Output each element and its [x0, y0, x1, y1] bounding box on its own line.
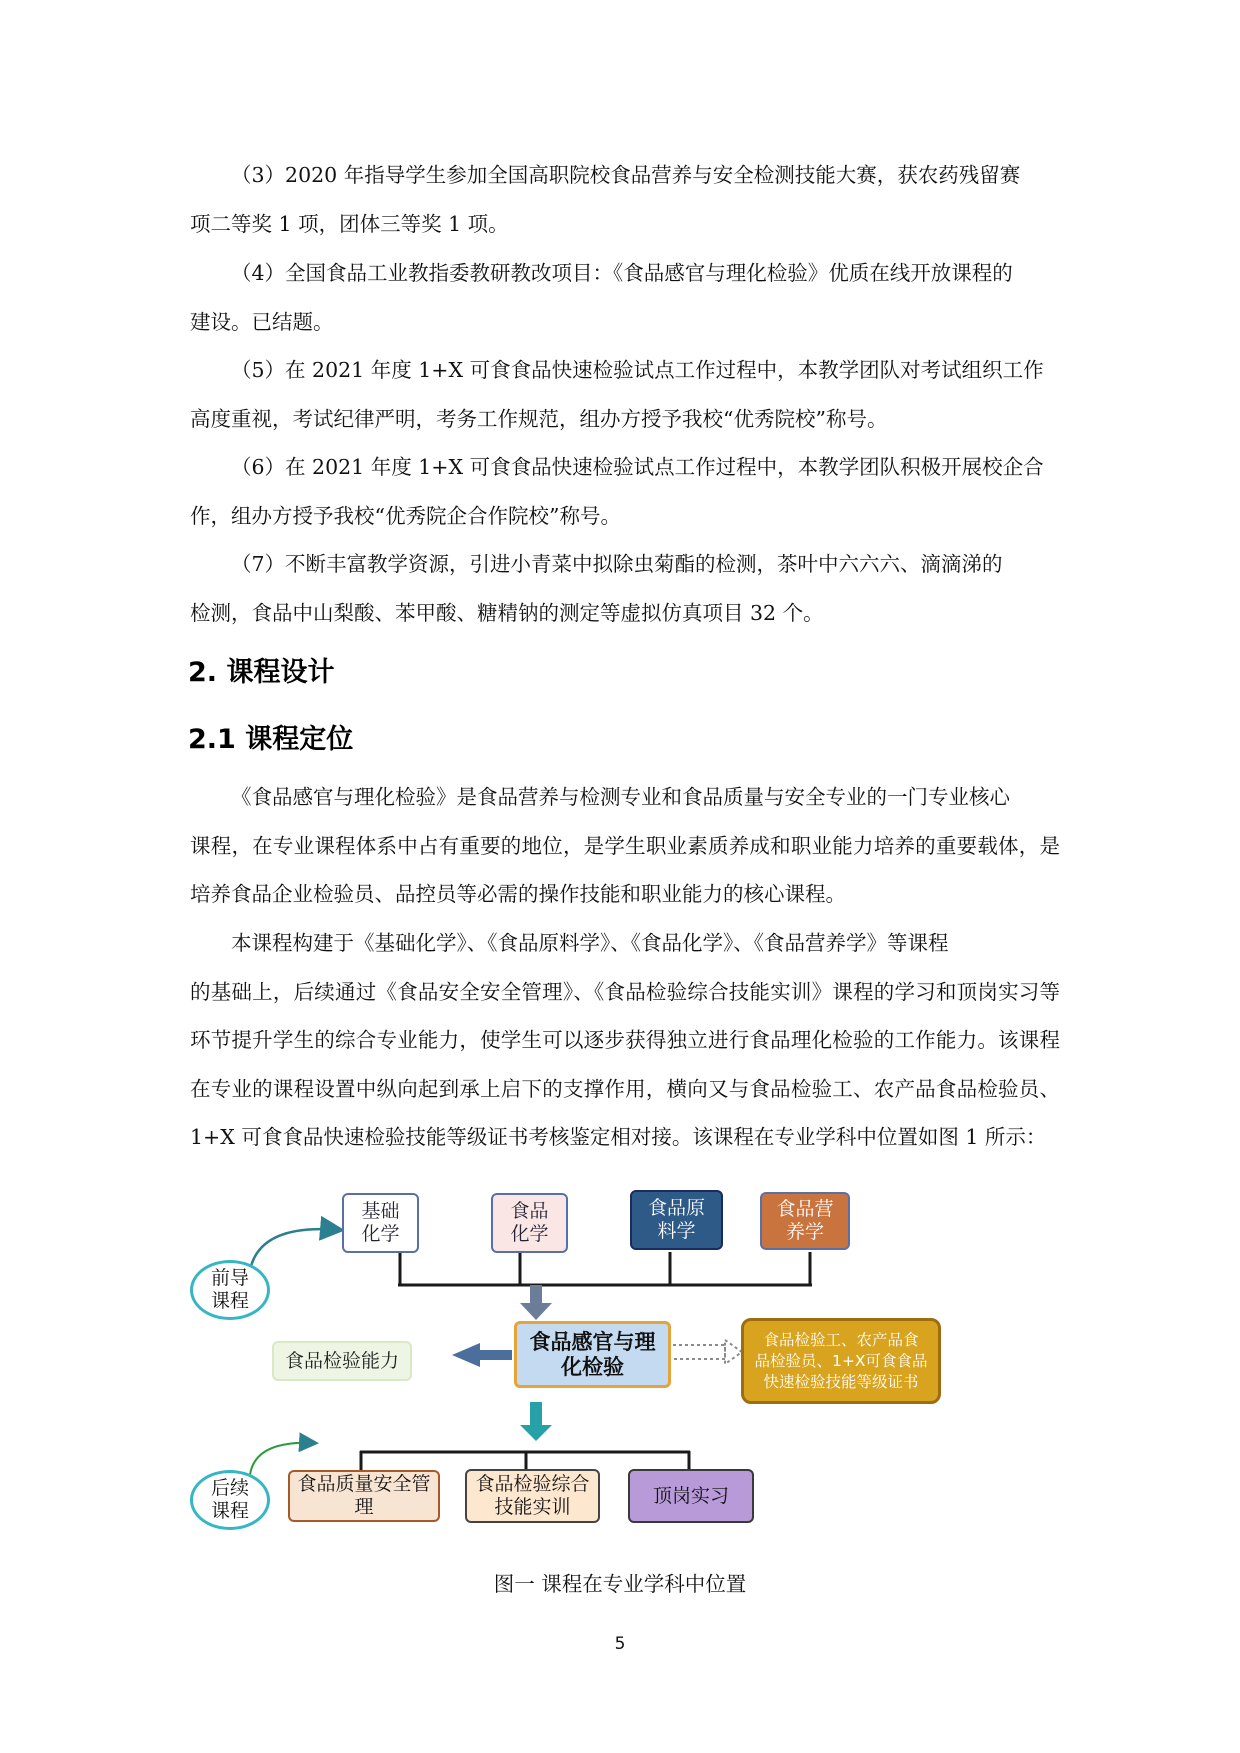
section-heading: 2. 课程设计: [188, 657, 335, 688]
certificate-box: 食品检验工、农产品食 品检验员、1+X可食食品 快速检验技能等级证书: [741, 1318, 941, 1404]
figure-caption: 图一 课程在专业学科中位置: [493, 1572, 747, 1596]
follow-courses-label: 后续 课程: [190, 1470, 270, 1530]
subsection-heading: 2.1 课程定位: [188, 724, 354, 755]
body-paragraph-course-structure: 本课程构建于《基础化学》、《食品原料学》、《食品化学》、《食品营养学》等课程 的基础上，后续通过《食品安全安全管理》、《食品检验综合技能实训》课程的学习和顶岗实习等环节提升学生的综合专业能力，使学生可以逐步获得独立进行食品理化检验的工作能力。该课程在专业的课程设置中纵向起到承上启下的支撑作用，横向又与食品检验工、农产品食品检验员、1+X 可食食品快速检验技能等级证书考核鉴定相对接。该课程在专业学科中位置如图 1 所示：: [190, 931, 1060, 1149]
list-paragraph-4: （4）全国食品工业教指委教研教改项目：《食品感官与理化检验》优质在线开放课程的 建设。已结题。: [190, 261, 1013, 334]
down-arrow-bottom: [520, 1402, 552, 1441]
down-arrow-top: [520, 1285, 552, 1320]
list-paragraph-6: （6）在 2021 年度 1+X 可食食品快速检验试点工作过程中，本教学团队积极开展校企合 作，组办方授予我校“优秀院企合作院校”称号。: [190, 455, 1044, 528]
page-number: 5: [614, 1634, 626, 1654]
course-box-food-chemistry: 食品 化学: [491, 1193, 568, 1253]
course-position-diagram: [190, 1185, 1060, 1530]
course-box-food-nutrition: 食品营 养学: [760, 1192, 850, 1250]
course-box-food-materials: 食品原 料学: [630, 1190, 723, 1250]
prereq-courses-label: 前导 课程: [190, 1260, 270, 1320]
course-box-testing-training: 食品检验综合 技能实训: [465, 1469, 600, 1523]
prereq-curve-arrow: [250, 1229, 340, 1270]
body-paragraph-course-positioning: 《食品感官与理化检验》是食品营养与检测专业和食品质量与安全专业的一门专业核心 课程，在专业课程体系中占有重要的地位，是学生职业素质养成和职业能力培养的重要载体，是培养食品企业检验员、品控员等必需的操作技能和职业能力的核心课程。: [190, 785, 1060, 906]
list-paragraph-3: （3）2020 年指导学生参加全国高职院校食品营养与安全检测技能大赛，获农药残留赛 项二等奖 1 项，团体三等奖 1 项。: [190, 163, 1021, 236]
course-box-internship: 顶岗实习: [628, 1469, 754, 1523]
left-arrow-ability: [452, 1343, 512, 1367]
course-box-basic-chemistry: 基础 化学: [342, 1193, 419, 1253]
center-course-box: 食品感官与理 化检验: [514, 1321, 671, 1388]
ability-box: 食品检验能力: [272, 1341, 412, 1381]
list-paragraph-7: （7）不断丰富教学资源，引进小青菜中拟除虫菊酯的检测，茶叶中六六六、滴滴涕的 检测，食品中山梨酸、苯甲酸、糖精钠的测定等虚拟仿真项目 32 个。: [190, 552, 1003, 625]
list-paragraph-5: （5）在 2021 年度 1+X 可食食品快速检验试点工作过程中，本教学团队对考试组织工作 高度重视，考试纪律严明，考务工作规范，组办方授予我校“优秀院校”称号。: [190, 358, 1044, 431]
course-box-quality-safety: 食品质量安全管理: [288, 1470, 440, 1522]
